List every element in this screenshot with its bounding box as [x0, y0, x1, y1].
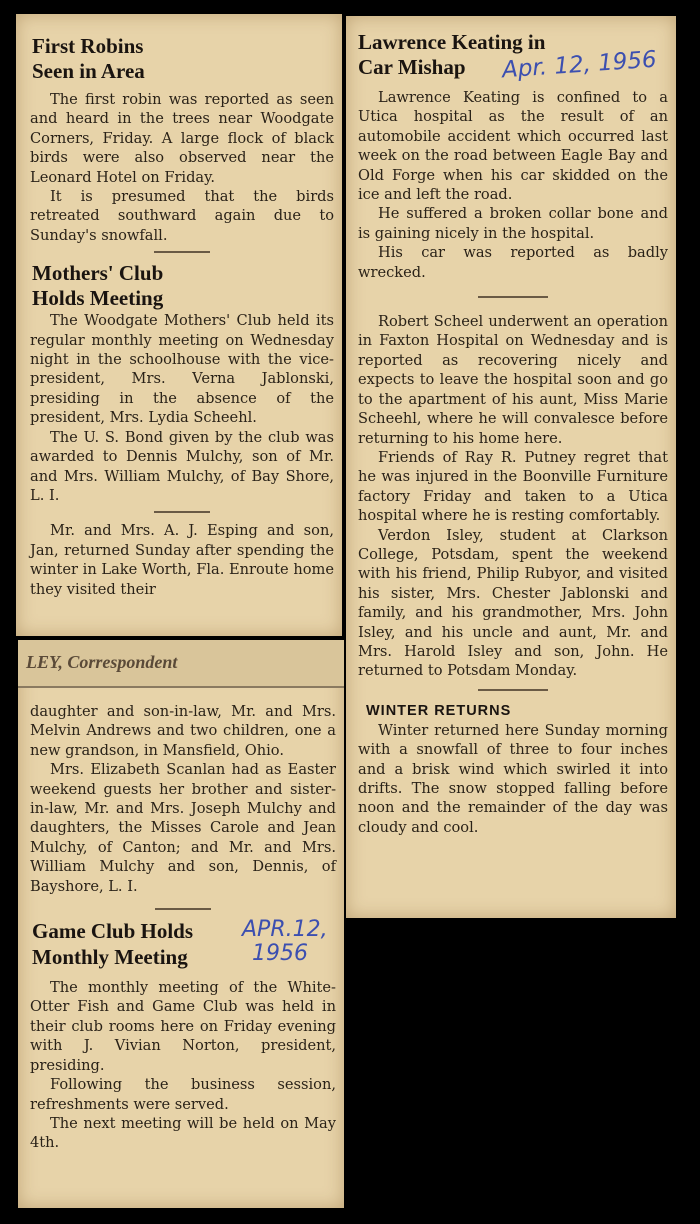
paragraph: Robert Scheel underwent an operation in Faxton Hospital on Wednesday and is reported as recovering nicely and expects to leave the hospital soon and go to the apartment of his aunt, Miss Marie Scheehl, where he will convalesce before returning to his home here.	[358, 313, 668, 447]
paragraph: Mrs. Elizabeth Scanlan had as Easter weekend guests her brother and sister-in-law, Mr. and Mrs. Joseph Mulchy and daughters, the Misses Carole and Jean Mulchy, of Canton; and Mr. and Mrs. William Mulchy and son, Dennis, of Bayshore, L. I.	[30, 761, 336, 895]
paragraph: The next meeting will be held on May 4th.	[30, 1114, 336, 1152]
game-club-header	[30, 918, 336, 970]
paragraph: Verdon Isley, student at Clarkson College, Potsdam, spent the weekend with his friend, Philip Rubyor, and visited his sister, Mrs. Chester Jablonski and family, and his grandmother, Mrs. John Isley, and his uncle and aunt, Mr. and Mrs. Harold Isley and son, John. He returned to Potsdam Monday.	[358, 526, 668, 680]
paragraph: Following the business session, refreshments were served.	[30, 1076, 336, 1113]
article-esping	[30, 521, 334, 599]
paragraph: He suffered a broken collar bone and is gaining nicely in the hospital.	[358, 205, 668, 242]
subhead-winter-returns: WINTER RETURNS	[366, 702, 512, 719]
article-keating	[358, 88, 668, 282]
handwritten-date-line: APR.12,	[242, 917, 328, 943]
correspondent-banner: LEY, Correspondent	[18, 640, 344, 688]
paragraph: The Woodgate Mothers' Club held its regular monthly meeting on Wednesday night in the schoolhouse with the vice-president, Mrs. Verna Jablonski, presiding in the absence of the president, Mrs. Lydia Scheehl.	[30, 312, 334, 427]
article-local-news	[358, 312, 668, 681]
article-robins	[30, 90, 334, 245]
divider	[154, 251, 210, 253]
paragraph: Mr. and Mrs. A. J. Esping and son, Jan, returned Sunday after spending the winter in Lake Worth, Fla. Enroute home they visited their	[30, 522, 334, 598]
paragraph: daughter and son-in-law, Mr. and Mrs. Melvin Andrews and two children, one a new grandson, in Mansfield, Ohio.	[30, 703, 336, 759]
divider	[478, 296, 548, 298]
divider	[155, 908, 211, 910]
divider	[478, 689, 548, 691]
headline-line: Monthly Meeting	[32, 945, 188, 970]
paragraph: His car was reported as badly wrecked.	[358, 244, 668, 281]
headline-line: Mothers' Club	[32, 261, 164, 286]
article-winter-returns	[358, 721, 668, 837]
headline-line: First Robins	[32, 34, 144, 58]
paragraph: The monthly meeting of the White-Otter Fish and Game Club was held in their club rooms here on Friday evening with J. Vivian Norton, president, presiding.	[30, 979, 336, 1074]
paragraph: Friends of Ray R. Putney regret that he was injured in the Boonville Furniture factory Friday and taken to a Utica hospital where he is resting comfortably.	[358, 448, 668, 525]
clipping-keating-news	[346, 16, 676, 918]
handwritten-date	[242, 918, 328, 966]
keating-header	[358, 30, 668, 84]
paragraph: Winter returned here Sunday morning with a snowfall of three to four inches and a brisk wind which swirled it into drifts. The snow stopped falling before noon and the remainder of the day was cloudy and cool.	[358, 721, 668, 836]
paragraph: Lawrence Keating is confined to a Utica hospital as the result of an automobile accident which occurred last week on the road between Eagle Bay and Old Forge when his car skidded on the ice and left the road.	[358, 89, 668, 204]
headline-line: Holds Meeting	[32, 286, 164, 311]
handwritten-date-line: 1956	[252, 941, 308, 967]
handwritten-date: Apr. 12, 1956	[501, 46, 658, 84]
headline-line: Seen in Area	[32, 59, 145, 83]
headline-robins	[32, 34, 334, 84]
headline-mothers-club	[32, 261, 334, 311]
paragraph: The U. S. Bond given by the club was awarded to Dennis Mulchy, son of Mr. and Mrs. William Mulchy, of Bay Shore, L. I.	[30, 428, 334, 504]
article-game-club	[30, 978, 336, 1153]
paragraph: It is presumed that the birds retreated southward again due to Sunday's snowfall.	[30, 188, 334, 244]
headline-line: Game Club Holds	[32, 919, 194, 944]
headline-line: Car Mishap	[358, 55, 466, 79]
clipping-robins-mothers	[16, 14, 342, 636]
paragraph: The first robin was reported as seen and heard in the trees near Woodgate Corners, Friday. A large flock of black birds were also observed near the Leonard Hotel on Friday.	[30, 91, 334, 186]
article-mothers-club	[30, 311, 334, 505]
headline-line: Lawrence Keating in	[358, 30, 546, 54]
article-andrews-scanlan	[30, 702, 336, 896]
divider	[154, 511, 210, 513]
clipping-correspondent-game-club	[18, 640, 344, 1208]
